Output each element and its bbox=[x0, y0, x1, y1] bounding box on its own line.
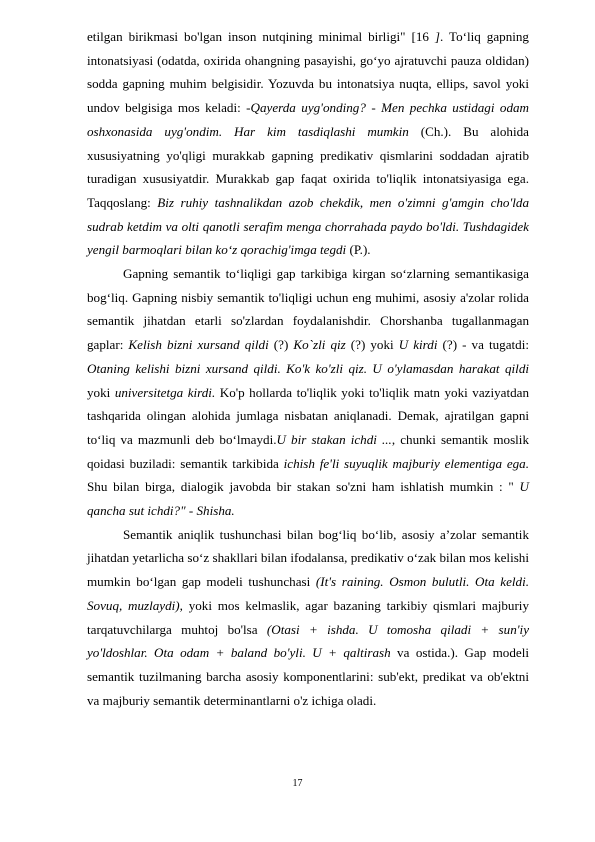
text-run: va ostida.). Gap modeli semantik tuzilmaning barcha asosiy komponentlarini: sub'ekt, predikat va ob'ektni va majburiy semantik determinantlarni o'z ichiga oladi. bbox=[87, 645, 529, 708]
page-number: 17 bbox=[292, 778, 303, 789]
text-run: Semantik aniqlik tushunchasi bilan bog‘liq bo‘lib, asosiy a’zolar semantik jihatdan yetarlicha so‘z shakllari bilan ifodalansa, predikativ o‘zak bilan mos kelishi mumkin bo‘lgan gap modeli tushunchasi bbox=[87, 526, 529, 590]
italic-example-text: Ko`zli qiz bbox=[293, 337, 346, 353]
paragraph bbox=[87, 262, 529, 523]
paragraph bbox=[87, 25, 529, 262]
text-run: Ko'p hollarda to'liqlik yoki to'liqlik matn yoki vaziyatdan tashqarida olingan alohida jumlaga nisbatan aniqlanadi. Demak, ajratilgan gapni to‘liq va mazmunli deb bo‘lmaydi. bbox=[87, 384, 530, 447]
text-run: etilgan birikmasi bo'lgan inson nutqining minimal birligi" [16 bbox=[87, 29, 435, 44]
text-run: yoki mos kelmaslik, agar bazaning tarkibiy qismlari majburiy tarqatuvchilarga muhtoj bo'lsa bbox=[87, 597, 529, 637]
text-run: yoki bbox=[87, 384, 115, 400]
italic-example-text: (Otasi + ishda. U tomosha qiladi + sun'iy yo'ldoshlar. Ota odam + baland bo'yli. U + qaltirash bbox=[87, 621, 530, 661]
body-text bbox=[87, 25, 529, 712]
italic-example-text: ichish fe'li suyuqlik majburiy elementiga ega. bbox=[283, 455, 529, 471]
italic-example-text: U kirdi bbox=[398, 337, 438, 353]
text-run: (?) bbox=[268, 337, 294, 353]
italic-example-text: -Qayerda uyg'onding? - Men pechka ustidagi odam oshxonasida uyg'ondim. Har kim tasdiqlashi mumkin bbox=[87, 100, 529, 139]
italic-example-text: Otaning kelishi bizni xursand qildi. Ko'k ko'zli qiz. U o'ylamasdan harakat qildi bbox=[87, 360, 529, 376]
italic-example-text: U qancha sut ichdi?" - Shisha. bbox=[87, 479, 529, 519]
text-run: (?) - va tugatdi: bbox=[437, 337, 529, 353]
text-run: , chunki semantik moslik qoidasi buziladi: semantik tarkibida bbox=[87, 431, 529, 471]
italic-example-text: universitetga kirdi. bbox=[114, 384, 216, 400]
italic-example-text: Biz ruhiy tashnalikdan azob chekdik, men o'zimni g'amgin cho'lda sudrab ketdim va olti qanotli serafim menga chorrahada paydo bo'ldi. Tushdagidek yengil barmoqlari bilan ko‘z qorachig'imga tegdi bbox=[87, 194, 530, 258]
italic-example-text: Kelish bizni xursand qildi bbox=[128, 337, 269, 353]
text-run: . To‘liq gapning intonatsiyasi (odatda, oxirida ohangning pasayishi, go‘yo ajratuvchi pauza oldidan) sodda gapning muhim belgisidir. Yozuvda bu intonatsiya nuqta, ellips, savol yoki undov belgisiga mos keladi: bbox=[87, 29, 529, 116]
text-run: Shu bilan birga, dialogik javobda bir stakan so'zni ham ishlatish mumkin : " bbox=[87, 479, 520, 495]
italic-example-text: ] bbox=[434, 29, 440, 44]
text-run: (?) yoki bbox=[345, 337, 399, 353]
italic-example-text: U bir stakan ichdi ... bbox=[276, 431, 392, 447]
paragraph bbox=[87, 523, 529, 713]
text-run: (Ch.). Bu alohida xususiyatning yo'qligi murakkab gapning predikativ qismlarini soddadan ajratib turadigan xususiyatdir. Murakkab gap faqat oxirida to'liqlik intonatsiyasiga ega. Taqqoslang: bbox=[87, 123, 529, 210]
italic-example-text: (It's raining. Osmon bulutli. Ota keldi. Sovuq, muzlaydi), bbox=[87, 574, 529, 613]
text-run: Gapning semantik to‘liqligi gap tarkibiga kirgan so‘zlarning semantikasiga bog‘liq. Gapning nisbiy semantik to'liqligi uchun eng muhimi, asosiy a'zolar rolida semantik jihatdan etarli so'zlardan foydalanishdir. Chorshanba tugallanmagan gaplar: bbox=[87, 266, 529, 353]
text-run: (P.). bbox=[346, 242, 371, 258]
